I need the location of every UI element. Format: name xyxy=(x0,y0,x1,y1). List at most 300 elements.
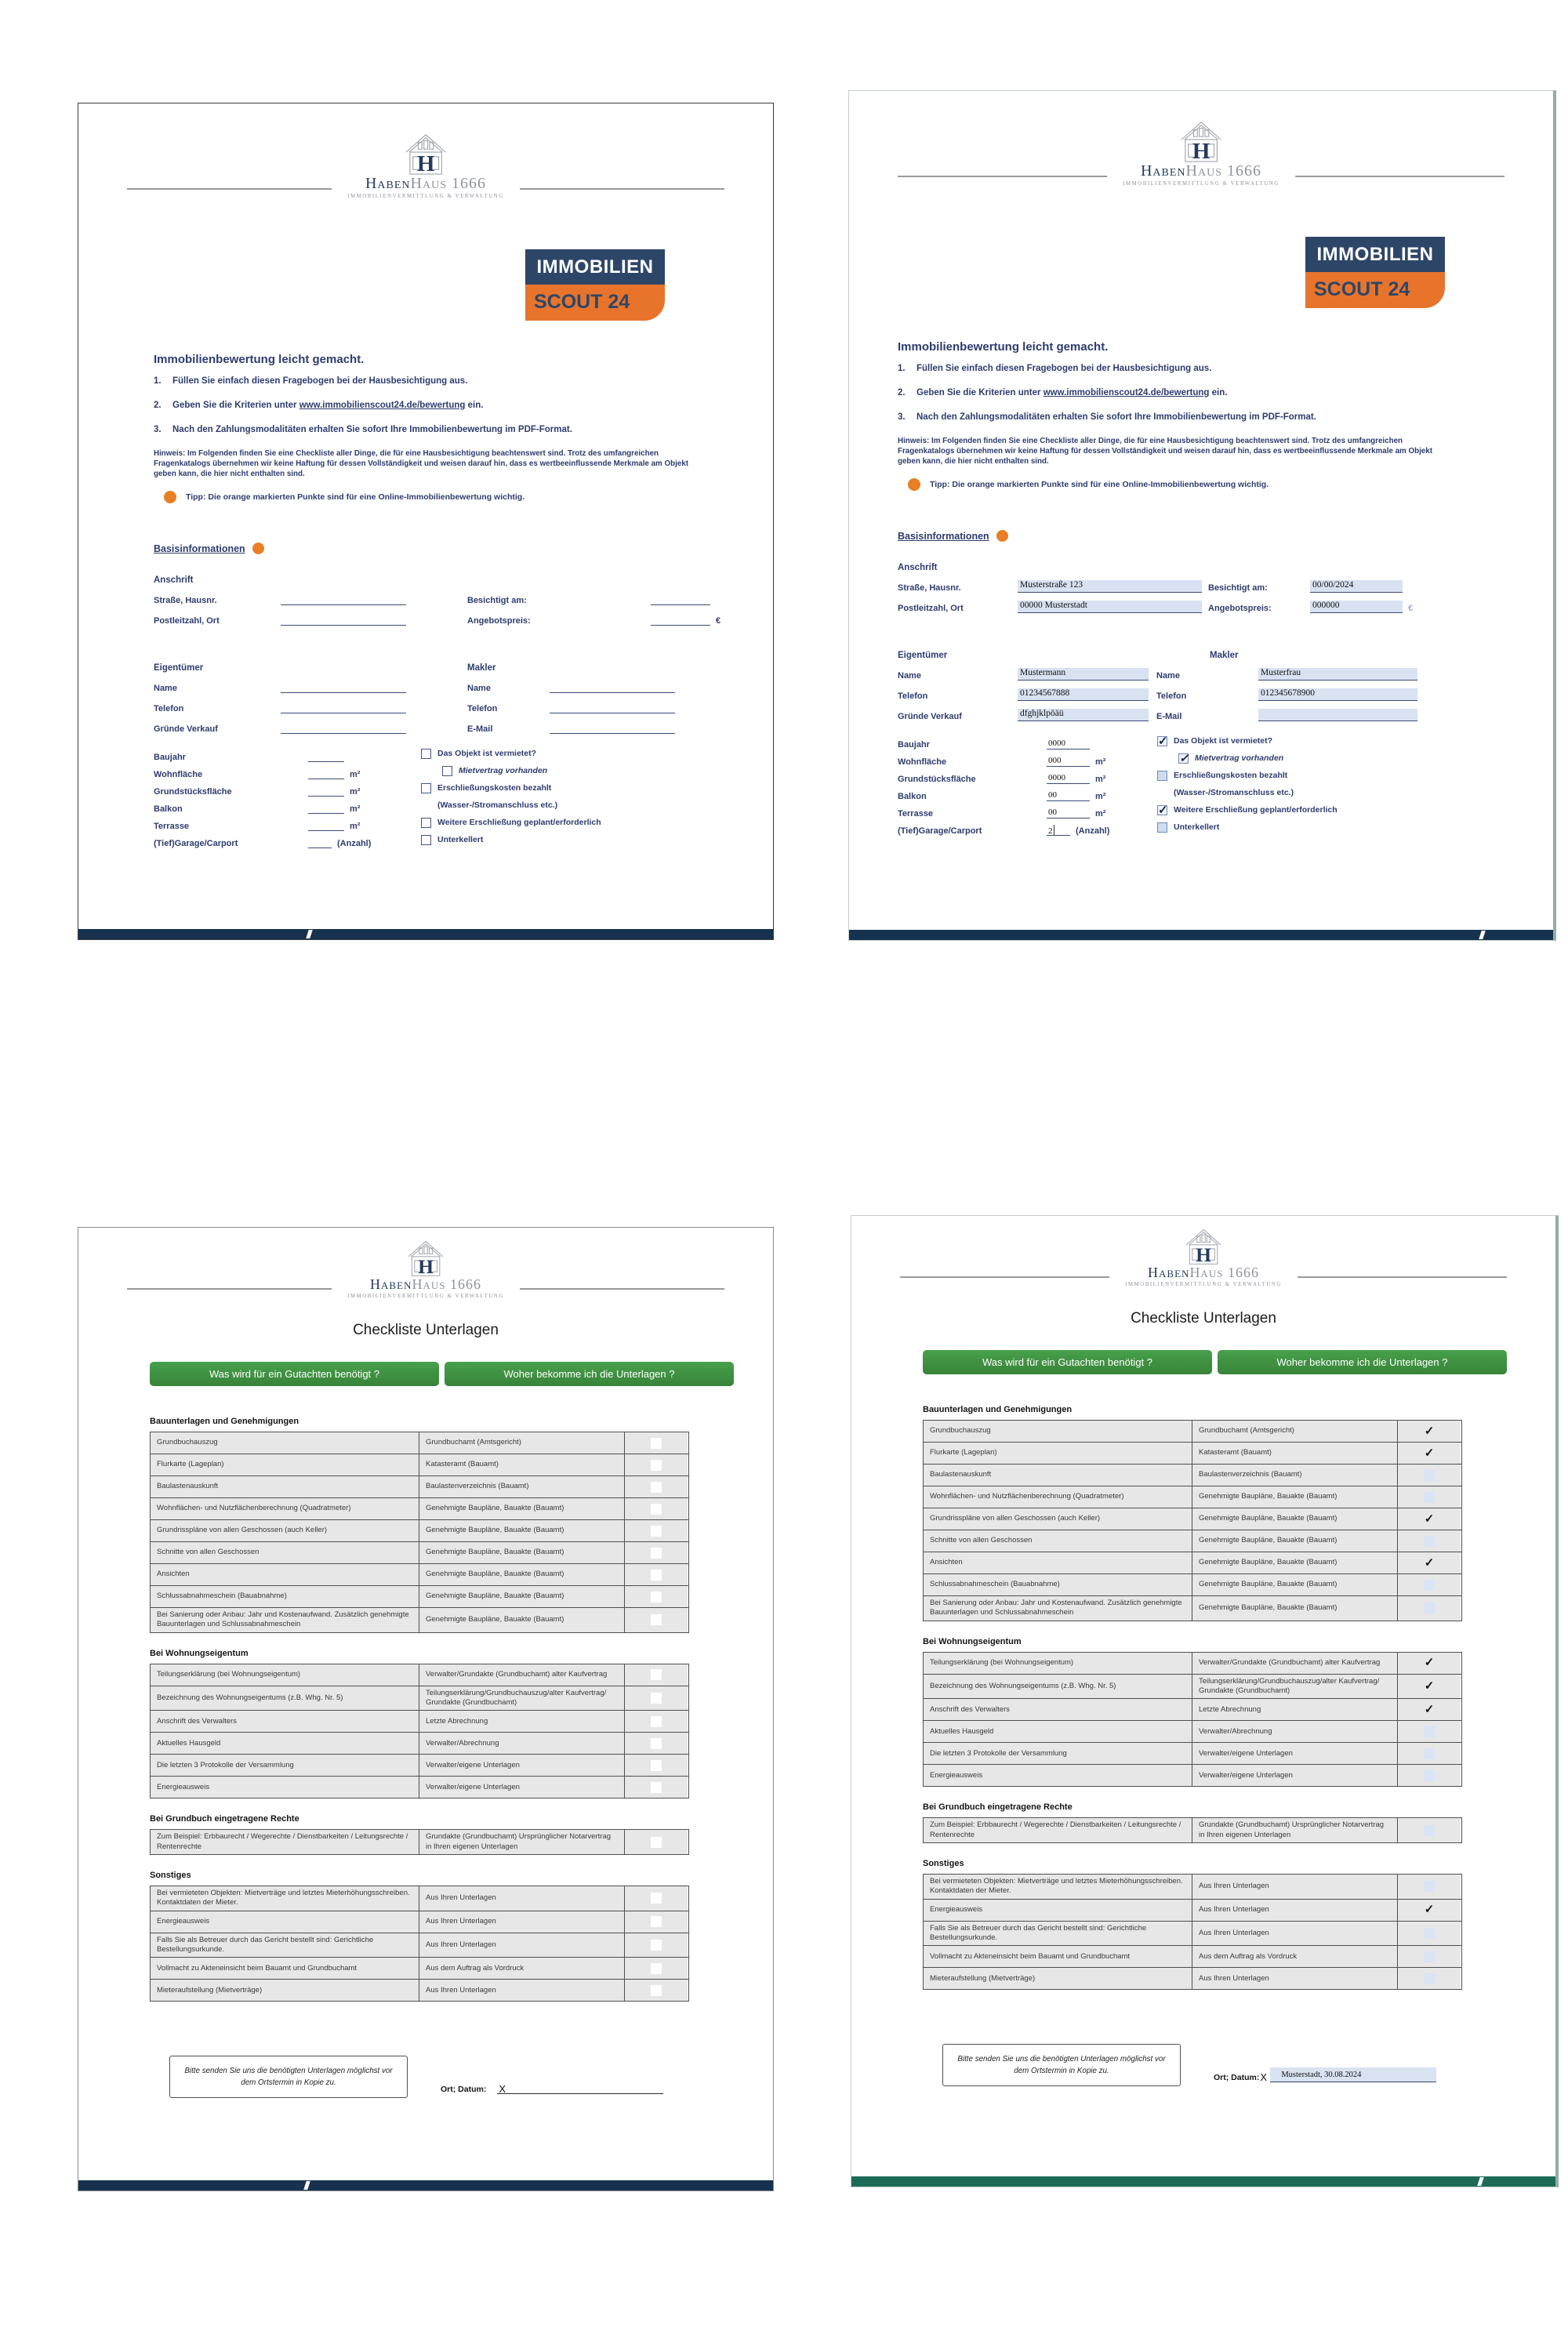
checklist-row xyxy=(151,1542,688,1564)
document-checkbox[interactable] xyxy=(651,1738,662,1749)
checklist-section-heading: Bei Grundbuch eingetragene Rechte xyxy=(923,1802,1073,1813)
offer-price-field[interactable] xyxy=(651,613,710,626)
document-required-cell: Teilungserklärung (bei Wohnungseigentum) xyxy=(151,1664,419,1686)
checklist-row xyxy=(924,1530,1461,1552)
checkbox-cell xyxy=(625,1454,688,1475)
document-source-cell: Grundbuchamt (Amtsgericht) xyxy=(419,1432,625,1454)
checkbox-cell xyxy=(625,1664,688,1686)
form-page-blank xyxy=(78,103,774,940)
development-costs-checkbox[interactable] xyxy=(1157,771,1167,781)
step-2: 2. Geben Sie die Kriterien unter www.immobilienscout24.de/bewertung ein. xyxy=(898,387,1228,397)
development-costs-row: Erschließungskosten bezahlt xyxy=(421,779,601,797)
checkbox-cell xyxy=(625,1520,688,1541)
checklist-row xyxy=(924,1721,1461,1743)
checklist-row xyxy=(924,1946,1461,1968)
checkbox-cell xyxy=(1398,1508,1461,1530)
checklist-row xyxy=(924,1900,1461,1922)
checklist-section-heading: Sonstiges xyxy=(150,1871,191,1881)
document-checkbox[interactable] xyxy=(651,1940,662,1951)
checkbox-cell xyxy=(625,1777,688,1798)
instruction-steps xyxy=(154,376,734,448)
document-required-cell: Schlussabnahmeschein (Bauabnahme) xyxy=(151,1586,419,1607)
checklist-body xyxy=(923,1392,1462,2001)
document-source-cell: Letzte Abrechnung xyxy=(1192,1699,1398,1720)
document-source-cell: Genehmigte Baupläne, Bauakte (Bauamt) xyxy=(1192,1486,1398,1508)
inspection-date-label: Besichtigt am: xyxy=(1208,583,1268,593)
development-costs-note: (Wasser-/Stromanschluss etc.) xyxy=(1174,788,1294,797)
checklist-table xyxy=(150,1829,689,1855)
owner-name-field[interactable]: Mustermann xyxy=(1018,668,1149,681)
document-required-cell: Energieausweis xyxy=(151,1777,419,1798)
object-details-block xyxy=(898,732,1530,836)
broker-heading: Makler xyxy=(467,663,496,673)
document-checkbox[interactable] xyxy=(651,1526,662,1537)
terrace-field[interactable] xyxy=(308,820,344,831)
checklist-table xyxy=(923,1652,1462,1788)
street-field[interactable] xyxy=(281,593,406,605)
checklist-row xyxy=(151,1980,688,2001)
inspection-date-field[interactable] xyxy=(651,593,710,605)
garage-row: (Tief)Garage/Carport (Anzahl) xyxy=(154,839,372,848)
checkbox-cell xyxy=(625,1958,688,1979)
document-source-cell: Aus Ihren Unterlagen xyxy=(419,1980,625,2001)
checkbox-cell xyxy=(1398,1552,1461,1573)
signature-x-mark: X xyxy=(499,2083,506,2095)
owner-heading: Eigentümer xyxy=(154,663,204,673)
document-required-cell: Wohnflächen- und Nutzflächenberechnung (Quadratmeter) xyxy=(151,1498,419,1519)
broker-name-field[interactable]: Musterfrau xyxy=(1258,668,1417,681)
page-footer-bar xyxy=(849,930,1553,940)
svg-text:H: H xyxy=(1196,1243,1211,1265)
checkbox-cell xyxy=(1398,1743,1461,1764)
terrace-row: Terrasse m² xyxy=(154,822,361,831)
owner-name-field[interactable] xyxy=(281,681,406,693)
document-checkbox[interactable]: ✓ xyxy=(1424,1555,1435,1570)
checkbox-cell xyxy=(1398,1596,1461,1621)
object-checkbox-column xyxy=(421,745,601,848)
document-checkbox[interactable]: ✓ xyxy=(1424,1446,1435,1460)
document-checkbox[interactable]: ✓ xyxy=(1424,1903,1435,1917)
checklist-section-heading: Bei Wohnungseigentum xyxy=(150,1648,249,1658)
page-header xyxy=(900,1227,1507,1305)
document-required-cell: Energieausweis xyxy=(924,1765,1192,1786)
document-required-cell: Flurkarte (Lageplan) xyxy=(151,1454,419,1475)
document-required-cell: Anschrift des Verwalters xyxy=(924,1699,1192,1720)
page-header xyxy=(127,1239,724,1317)
basement-checkbox[interactable] xyxy=(421,835,431,845)
checklist-row xyxy=(924,1465,1461,1486)
document-checkbox[interactable] xyxy=(651,1460,662,1471)
hinweis-note: Hinweis: Im Folgenden finden Sie eine Checkliste aller Dinge, die für eine Hausbesichtigung beachtenswert sind. Trotz des umfangreichen Fragenkatalogs übernehmen wir keine Haftung für dessen Vollständigkeit und weisen darauf hin, dass es wertbeeinflussende Merkmale am Objekt geben kann, die hier nicht enthalten sind. xyxy=(898,437,1432,466)
checklist-section-heading: Bei Wohnungseigentum xyxy=(923,1636,1022,1646)
plot-area-field[interactable]: 0000 xyxy=(1047,773,1090,784)
balcony-row: Balkon m² xyxy=(154,804,361,814)
send-documents-note: Bitte senden Sie uns die benötigten Unterlagen möglichst vor dem Ortstermin in Kopie zu. xyxy=(942,2044,1181,2086)
page-title: Immobilienbewertung leicht gemacht. xyxy=(154,353,365,366)
document-required-cell: Flurkarte (Lageplan) xyxy=(924,1443,1192,1464)
checkbox-cell xyxy=(625,1911,688,1933)
checklist-row xyxy=(151,1911,688,1933)
construction-year-row: Baujahr 0000 xyxy=(898,732,1530,750)
document-checkbox[interactable] xyxy=(651,1482,662,1493)
document-source-cell: Genehmigte Baupläne, Bauakte (Bauamt) xyxy=(419,1564,625,1585)
document-required-cell: Ansichten xyxy=(924,1552,1192,1573)
broker-name-field[interactable] xyxy=(550,681,675,693)
place-date-label: Ort; Datum: xyxy=(441,2085,487,2094)
checkbox-cell xyxy=(625,1686,688,1711)
checkbox-cell xyxy=(1398,1530,1461,1552)
checklist-row xyxy=(924,1968,1461,1989)
document-required-cell: Grundrisspläne von allen Geschossen (auch Keller) xyxy=(924,1508,1192,1530)
inspection-date-field[interactable]: 00/00/2024 xyxy=(1310,580,1403,593)
living-area-field[interactable]: 000 xyxy=(1047,756,1090,767)
garage-count-field[interactable] xyxy=(308,837,332,848)
document-source-cell: Genehmigte Baupläne, Bauakte (Bauamt) xyxy=(419,1586,625,1607)
document-required-cell: Schnitte von allen Geschossen xyxy=(151,1542,419,1563)
balcony-field[interactable]: 00 xyxy=(1047,790,1090,801)
checklist-row xyxy=(151,1498,688,1520)
document-checkbox[interactable] xyxy=(651,1592,662,1602)
owner-phone-row: Telefon Telefon xyxy=(154,693,750,713)
document-required-cell: Schlussabnahmeschein (Bauabnahme) xyxy=(924,1574,1192,1595)
instruction-steps xyxy=(898,364,1514,436)
broker-email-field[interactable] xyxy=(1258,709,1417,721)
checkbox-cell xyxy=(1398,1721,1461,1742)
checklist-row xyxy=(151,1686,688,1711)
inspection-date-label: Besichtigt am: xyxy=(467,596,527,605)
document-checkbox[interactable] xyxy=(1424,1602,1435,1613)
document-checkbox[interactable] xyxy=(651,1504,662,1515)
document-required-cell: Vollmacht zu Akteneinsicht beim Bauamt und Grundbuchamt xyxy=(151,1958,419,1979)
sale-reason-field[interactable] xyxy=(281,721,406,734)
checklist-row xyxy=(151,1608,688,1632)
checklist-section-heading: Bauunterlagen und Genehmigungen xyxy=(150,1417,299,1426)
document-checkbox[interactable] xyxy=(651,1570,662,1581)
document-source-cell: Verwalter/eigene Unterlagen xyxy=(1192,1743,1398,1764)
balcony-field[interactable] xyxy=(308,803,344,814)
page-footer-bar xyxy=(78,929,773,939)
checklist-row xyxy=(924,1765,1461,1786)
document-source-cell: Teilungserklärung/Grundbuchauszug/alter Kaufvertrag/ Grundakte (Grundbuchamt) xyxy=(419,1686,625,1711)
document-source-cell: Verwalter/eigene Unterlagen xyxy=(419,1777,625,1798)
street-field[interactable]: Musterstraße 123 xyxy=(1018,580,1202,593)
living-area-field[interactable] xyxy=(308,768,344,779)
checklist-section-heading: Bauunterlagen und Genehmigungen xyxy=(923,1405,1073,1414)
document-checkbox[interactable] xyxy=(1424,1973,1435,1984)
document-checkbox[interactable] xyxy=(1424,1536,1435,1547)
checklist-row xyxy=(151,1933,688,1958)
offer-price-label: Angebotspreis: xyxy=(467,616,531,626)
document-checkbox[interactable] xyxy=(1424,1580,1435,1591)
broker-phone-field[interactable]: 012345678900 xyxy=(1258,688,1417,701)
habenhaus-logo xyxy=(1107,119,1295,187)
document-required-cell: Bezeichnung des Wohnungseigentums (z.B. Whg. Nr. 5) xyxy=(924,1675,1192,1699)
basement-row: Unterkellert xyxy=(1157,818,1338,836)
street-row: Straße, Hausnr. Musterstraße 123 Besichtigt am: 00/00/2024 xyxy=(898,572,1530,593)
postcode-row: Postleitzahl, Ort Angebotspreis: € xyxy=(154,605,750,626)
checkbox-cell xyxy=(1398,1699,1461,1720)
sale-reason-field[interactable]: dfghjklpöäü xyxy=(1018,709,1149,721)
checklist-row xyxy=(924,1875,1461,1900)
checkbox-cell xyxy=(625,1542,688,1563)
checklist-footer xyxy=(942,2044,1436,2086)
construction-year-field[interactable] xyxy=(308,751,344,762)
checkbox-cell xyxy=(1398,1922,1461,1946)
document-required-cell: Schnitte von allen Geschossen xyxy=(924,1530,1192,1552)
checklist-row xyxy=(151,1586,688,1608)
document-checkbox[interactable] xyxy=(1424,1470,1435,1481)
brand-name: HabenHaus 1666 xyxy=(365,175,486,192)
document-required-cell: Grundrisspläne von allen Geschossen (auch Keller) xyxy=(151,1520,419,1541)
brand-name: HabenHaus 1666 xyxy=(1148,1265,1259,1280)
document-source-cell: Katasteramt (Bauamt) xyxy=(419,1454,625,1475)
checklist-row xyxy=(924,1675,1461,1700)
document-required-cell: Bei vermieteten Objekten: Mietverträge und letztes Mieterhöhungsschreiben. Kontaktdaten der Mieter. xyxy=(924,1875,1192,1899)
checklist-row xyxy=(151,1711,688,1733)
checklist-page-filled xyxy=(851,1215,1559,2187)
checklist-column-headers xyxy=(150,1362,734,1386)
place-date-field[interactable] xyxy=(497,2079,663,2094)
document-checkbox[interactable] xyxy=(651,1916,662,1927)
document-required-cell: Wohnflächen- und Nutzflächenberechnung (Quadratmeter) xyxy=(924,1486,1192,1508)
document-checkbox[interactable] xyxy=(651,1438,662,1449)
checklist-row xyxy=(151,1520,688,1542)
basement-checkbox[interactable] xyxy=(1157,822,1167,833)
checkbox-cell xyxy=(1398,1900,1461,1921)
checkbox-cell xyxy=(625,1498,688,1519)
broker-email-field[interactable] xyxy=(550,721,675,734)
document-checkbox[interactable] xyxy=(1424,1928,1435,1939)
checkbox-cell xyxy=(1398,1486,1461,1508)
document-required-cell: Falls Sie als Betreuer durch das Gericht bestellt sind: Gerichtliche Bestellungsurkunde. xyxy=(924,1922,1192,1946)
place-date-field[interactable] xyxy=(1260,2067,1436,2083)
owner-phone-field[interactable]: 01234567888 xyxy=(1018,688,1149,701)
checkbox-cell xyxy=(1398,1421,1461,1442)
construction-year-field[interactable]: 0000 xyxy=(1047,739,1090,750)
checklist-row xyxy=(924,1421,1461,1443)
page-curl-mark xyxy=(1477,2177,1484,2186)
document-checkbox[interactable] xyxy=(651,1893,662,1904)
document-checkbox[interactable] xyxy=(651,1963,662,1974)
page-curl-mark xyxy=(306,930,313,938)
checkbox-cell xyxy=(1398,1968,1461,1989)
page-title: Immobilienbewertung leicht gemacht. xyxy=(898,340,1109,354)
document-required-cell: Vollmacht zu Akteneinsicht beim Bauamt und Grundbuchamt xyxy=(924,1946,1192,1967)
plot-area-field[interactable] xyxy=(308,786,344,797)
step-3: 3. Nach den Zahlungsmodalitäten erhalten Sie sofort Ihre Immobilienbewertung im PDF-Format. xyxy=(154,424,572,434)
place-date-row xyxy=(1214,2067,1436,2082)
postcode-city-field[interactable] xyxy=(281,613,406,626)
document-checkbox[interactable] xyxy=(651,1669,662,1680)
further-development-checkbox[interactable]: ✓ xyxy=(1158,803,1168,817)
checklist-page-blank xyxy=(78,1227,774,2191)
document-checkbox[interactable] xyxy=(651,1614,662,1625)
place-date-row xyxy=(441,2079,663,2094)
document-source-cell: Aus dem Auftrag als Vordruck xyxy=(419,1958,625,1979)
document-checkbox[interactable] xyxy=(1424,1726,1435,1737)
document-checkbox[interactable]: ✓ xyxy=(1424,1512,1435,1526)
checklist-row xyxy=(924,1486,1461,1508)
checkbox-cell xyxy=(1398,1946,1461,1967)
document-checkbox[interactable] xyxy=(1424,1770,1435,1781)
hinweis-note: Hinweis: Im Folgenden finden Sie eine Checkliste aller Dinge, die für eine Hausbesichtigung beachtenswert sind. Trotz des umfangreichen Fragenkatalogs übernehmen wir keine Haftung für dessen Vollständigkeit und weisen darauf hin, dass es wertbeeinflussende Merkmale am Objekt geben kann, die hier nicht enthalten sind. xyxy=(154,449,688,479)
living-area-row: Wohnfläche m² xyxy=(154,770,361,779)
brand-tagline: IMMOBILIENVERMITTLUNG & VERWALTUNG xyxy=(1125,1281,1282,1287)
checklist-title: Checkliste Unterlagen xyxy=(1131,1310,1276,1327)
development-costs-note: (Wasser-/Stromanschluss etc.) xyxy=(437,800,558,810)
orange-dot-icon xyxy=(164,491,176,503)
document-required-cell: Aktuelles Hausgeld xyxy=(924,1721,1192,1742)
owner-broker-block xyxy=(898,640,1530,721)
checklist-row xyxy=(924,1818,1461,1842)
document-required-cell: Energieausweis xyxy=(924,1900,1192,1921)
document-source-cell: Genehmigte Baupläne, Bauakte (Bauamt) xyxy=(419,1542,625,1563)
document-checkbox[interactable] xyxy=(651,1782,662,1793)
document-checkbox[interactable] xyxy=(651,1693,662,1704)
document-source-cell: Verwalter/Grundakte (Grundbuchamt) alter Kaufvertrag xyxy=(419,1664,625,1686)
document-checkbox[interactable] xyxy=(1424,1825,1435,1836)
checklist-body xyxy=(150,1404,689,2013)
balcony-row: Balkon 00 m² xyxy=(898,790,1106,801)
checkbox-cell xyxy=(1398,1653,1461,1674)
further-development-row: ✓ Weitere Erschließung geplant/erforderlich xyxy=(1158,803,1338,817)
document-source-cell: Verwalter/Abrechnung xyxy=(419,1733,625,1754)
document-required-cell: Zum Beispiel: Erbbaurecht / Wegerechte / Dienstbarkeiten / Leitungsrechte / Rentenrechte xyxy=(151,1830,419,1854)
development-costs-checkbox[interactable] xyxy=(421,783,431,793)
document-checkbox[interactable] xyxy=(651,1716,662,1727)
document-checkbox[interactable] xyxy=(651,1985,662,1996)
needed-header: Was wird für ein Gutachten benötigt ? xyxy=(150,1362,439,1386)
euro-sign: € xyxy=(716,616,721,626)
owner-broker-block xyxy=(154,652,750,734)
form-page-filled xyxy=(848,90,1556,941)
document-checkbox[interactable] xyxy=(651,1760,662,1771)
document-source-cell: Genehmigte Baupläne, Bauakte (Bauamt) xyxy=(1192,1596,1398,1621)
checkbox-cell xyxy=(1398,1465,1461,1486)
document-source-cell: Genehmigte Baupläne, Bauakte (Bauamt) xyxy=(419,1498,625,1519)
document-required-cell: Die letzten 3 Protokolle der Versammlung xyxy=(924,1743,1192,1764)
document-source-cell: Genehmigte Baupläne, Bauakte (Bauamt) xyxy=(1192,1552,1398,1573)
bewertung-link[interactable]: www.immobilienscout24.de/bewertung xyxy=(1043,387,1210,397)
checkbox-cell xyxy=(625,1564,688,1585)
anschrift-heading: Anschrift xyxy=(154,575,194,585)
anschrift-block xyxy=(898,552,1530,613)
document-required-cell: Bezeichnung des Wohnungseigentums (z.B. Whg. Nr. 5) xyxy=(151,1686,419,1711)
owner-name-row: Name Mustermann Name Musterfrau xyxy=(898,660,1530,681)
document-source-cell: Aus Ihren Unterlagen xyxy=(1192,1968,1398,1989)
brand-name: HabenHaus 1666 xyxy=(1140,162,1261,180)
house-icon xyxy=(401,132,450,176)
tipp-note: Tipp: Die orange markierten Punkte sind für eine Online-Immobilienbewertung wichtig. xyxy=(164,491,524,503)
checklist-row xyxy=(924,1922,1461,1947)
checklist-row xyxy=(151,1830,688,1854)
house-icon xyxy=(1182,1227,1225,1265)
document-source-cell: Aus Ihren Unterlagen xyxy=(419,1933,625,1958)
document-checkbox[interactable] xyxy=(1424,1881,1435,1892)
further-development-checkbox[interactable] xyxy=(421,818,431,828)
rental-contract-checkbox[interactable] xyxy=(442,766,452,776)
document-required-cell: Teilungserklärung (bei Wohnungseigentum) xyxy=(924,1653,1192,1674)
document-source-cell: Aus Ihren Unterlagen xyxy=(419,1911,625,1933)
document-required-cell: Baulastenauskunft xyxy=(151,1476,419,1497)
habenhaus-logo xyxy=(332,1239,520,1299)
document-required-cell: Grundbuchauszug xyxy=(151,1432,419,1454)
rented-row: Das Objekt ist vermietet? xyxy=(421,745,601,762)
brand-tagline: IMMOBILIENVERMITTLUNG & VERWALTUNG xyxy=(347,194,504,199)
document-required-cell: Energieausweis xyxy=(151,1911,419,1933)
bewertung-link[interactable]: www.immobilienscout24.de/bewertung xyxy=(299,400,466,410)
document-checkbox[interactable] xyxy=(1424,1492,1435,1503)
checkbox-cell xyxy=(1398,1765,1461,1786)
sale-reason-row: Gründe Verkauf E-Mail xyxy=(154,713,750,734)
basis-section-heading: Basisinformationen xyxy=(154,543,264,554)
rental-contract-checkbox[interactable]: ✓ xyxy=(1179,751,1189,765)
document-checkbox[interactable] xyxy=(651,1837,662,1848)
anschrift-heading: Anschrift xyxy=(898,563,938,572)
living-area-row: Wohnfläche 000 m² xyxy=(898,756,1106,767)
svg-text:H: H xyxy=(416,151,435,176)
document-required-cell: Zum Beispiel: Erbbaurecht / Wegerechte / Dienstbarkeiten / Leitungsrechte / Rentenrechte xyxy=(924,1818,1192,1842)
owner-name-row: Name Name xyxy=(154,673,750,693)
checkbox-cell xyxy=(1398,1875,1461,1899)
terrace-field[interactable]: 00 xyxy=(1047,808,1090,818)
checklist-table xyxy=(923,1817,1462,1843)
checkbox-cell xyxy=(625,1755,688,1776)
document-required-cell: Baulastenauskunft xyxy=(924,1465,1192,1486)
broker-phone-field[interactable] xyxy=(550,701,675,713)
checklist-row xyxy=(924,1443,1461,1465)
rented-checkbox[interactable]: ✓ xyxy=(1158,734,1168,748)
basement-row: Unterkellert xyxy=(421,831,601,848)
construction-year-row: Baujahr xyxy=(154,745,750,762)
offer-price-field[interactable]: 000000 xyxy=(1310,601,1403,613)
garage-count-field[interactable]: 2 xyxy=(1047,825,1070,836)
rented-checkbox[interactable] xyxy=(421,749,431,759)
checklist-column-headers xyxy=(923,1350,1507,1374)
terrace-row: Terrasse 00 m² xyxy=(898,808,1106,818)
document-checkbox[interactable] xyxy=(1424,1951,1435,1962)
development-costs-row: Erschließungskosten bezahlt xyxy=(1157,767,1338,784)
document-checkbox[interactable]: ✓ xyxy=(1424,1656,1435,1670)
page-curl-mark xyxy=(1479,931,1486,939)
checklist-row xyxy=(151,1476,688,1498)
document-source-cell: Katasteramt (Bauamt) xyxy=(1192,1443,1398,1464)
postcode-city-field[interactable]: 00000 Musterstadt xyxy=(1018,601,1202,613)
document-required-cell: Bei Sanierung oder Anbau: Jahr und Kostenaufwand. Zusätzlich genehmigte Bauunterlagen und Schlussabnahmeschein xyxy=(151,1608,419,1632)
checklist-table xyxy=(150,1886,689,2002)
page-footer-bar xyxy=(851,2176,1555,2187)
owner-phone-field[interactable] xyxy=(281,701,406,713)
place-date-label: Ort; Datum: xyxy=(1214,2073,1260,2082)
needed-header: Was wird für ein Gutachten benötigt ? xyxy=(923,1350,1212,1374)
document-source-cell: Verwalter/Abrechnung xyxy=(1192,1721,1398,1742)
document-required-cell: Grundbuchauszug xyxy=(924,1421,1192,1442)
document-source-cell: Grundbuchamt (Amtsgericht) xyxy=(1192,1421,1398,1442)
document-checkbox[interactable] xyxy=(1424,1748,1435,1759)
document-checkbox[interactable]: ✓ xyxy=(1424,1702,1435,1716)
orange-dot-icon xyxy=(996,530,1008,542)
document-required-cell: Falls Sie als Betreuer durch das Gericht bestellt sind: Gerichtliche Bestellungsurkunde. xyxy=(151,1933,419,1958)
habenhaus-logo xyxy=(1109,1227,1298,1287)
svg-text:H: H xyxy=(1192,139,1210,163)
document-checkbox[interactable]: ✓ xyxy=(1424,1424,1435,1438)
checkbox-cell xyxy=(625,1711,688,1732)
further-development-row: Weitere Erschließung geplant/erforderlich xyxy=(421,814,601,831)
document-checkbox[interactable]: ✓ xyxy=(1424,1679,1435,1693)
object-details-block xyxy=(154,745,750,848)
checkbox-cell xyxy=(625,1476,688,1497)
document-checkbox[interactable] xyxy=(651,1548,662,1559)
